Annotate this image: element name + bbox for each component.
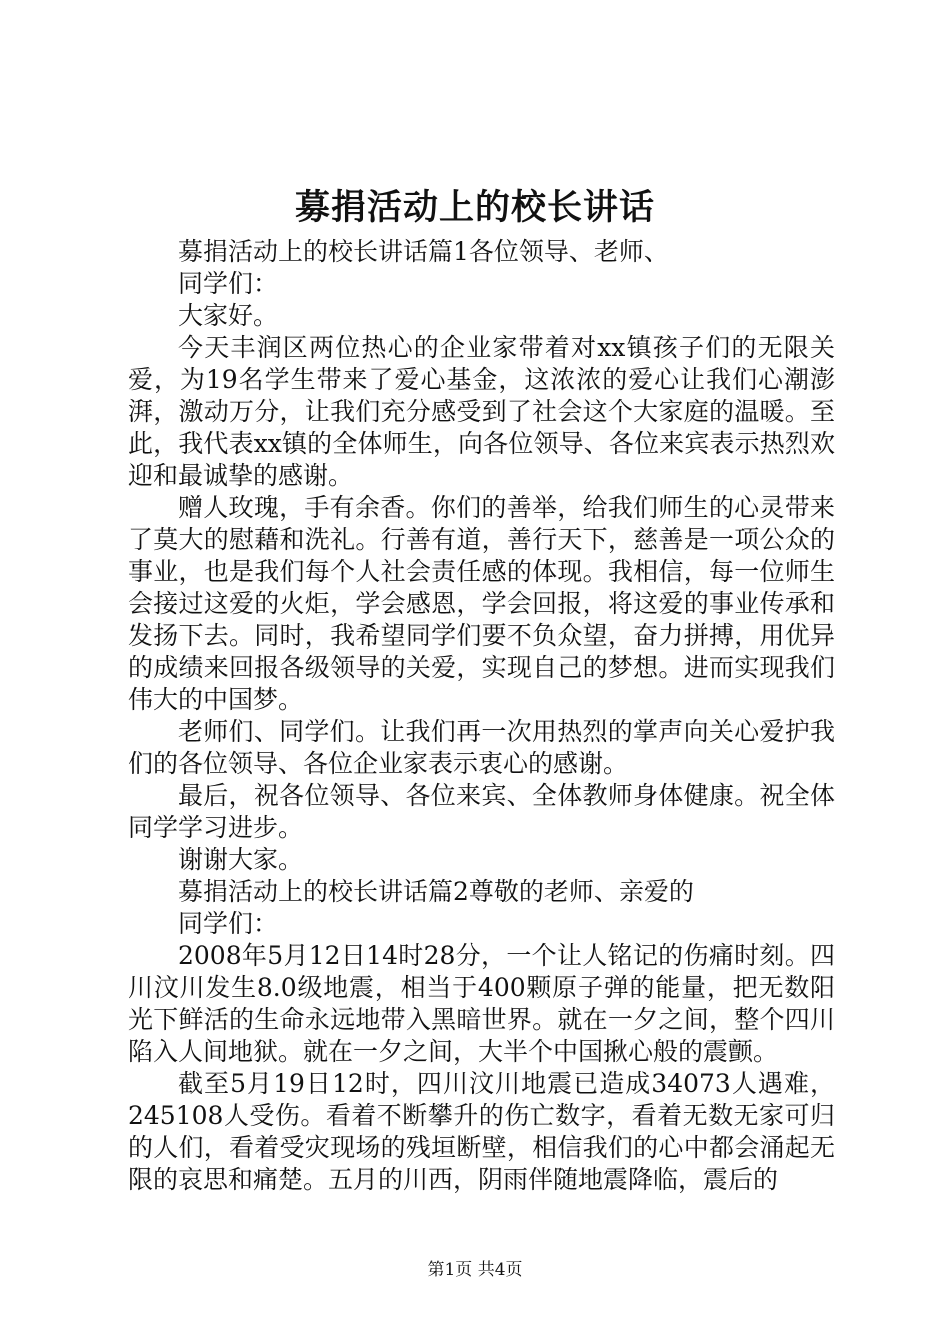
paragraph-7: 最后，祝各位领导、各位来宾、全体教师身体健康。祝全体同学学习进步。	[128, 781, 835, 842]
paragraph-9: 募捐活动上的校长讲话篇2尊敬的老师、亲爱的	[178, 877, 694, 906]
paragraph-2: 同学们：	[178, 269, 279, 298]
paragraph-6: 老师们、同学们。让我们再一次用热烈的掌声向关心爱护我们的各位领导、各位企业家表示衷心的感谢。	[128, 717, 835, 778]
paragraph-8: 谢谢大家。	[178, 845, 304, 874]
paragraph-4: 今天丰润区两位热心的企业家带着对xx镇孩子们的无限关爱，为19名学生带来了爱心基金，这浓浓的爱心让我们心潮澎湃，激动万分，让我们充分感受到了社会这个大家庭的温暖。至此，我代表xx镇的全体师生，向各位领导、各位来宾表示热烈欢迎和最诚挚的感谢。	[128, 333, 835, 490]
paragraph-10: 同学们：	[178, 909, 279, 938]
paragraph-11: 2008年5月12日14时28分，一个让人铭记的伤痛时刻。四川汶川发生8.0级地震，相当于400颗原子弹的能量，把无数阳光下鲜活的生命永远地带入黑暗世界。就在一夕之间，整个四川陷入人间地狱。就在一夕之间，大半个中国揪心般的震颤。	[128, 941, 835, 1066]
paragraph-5: 赠人玫瑰，手有余香。你们的善举，给我们师生的心灵带来了莫大的慰藉和洗礼。行善有道，善行天下，慈善是一项公众的事业，也是我们每个人社会责任感的体现。我相信，每一位师生会接过这爱的火炬，学会感恩，学会回报，将这爱的事业传承和发扬下去。同时，我希望同学们要不负众望，奋力拼搏，用优异的成绩来回报各级领导的关爱，实现自己的梦想。进而实现我们伟大的中国梦。	[128, 493, 835, 714]
paragraph-12: 截至5月19日12时，四川汶川地震已造成34073人遇难，245108人受伤。看着不断攀升的伤亡数字，看着无数无家可归的人们，看着受灾现场的残垣断壁，相信我们的心中都会涌起无限的哀思和痛楚。五月的川西，阴雨伴随地震降临，震后的	[128, 1069, 835, 1194]
paragraph-3: 大家好。	[178, 301, 279, 330]
page-title: 募捐活动上的校长讲话	[294, 187, 655, 228]
page-footer: 第1页 共4页	[427, 1260, 523, 1280]
paragraph-1: 募捐活动上的校长讲话篇1各位领导、老师、	[178, 237, 669, 266]
document-body	[128, 236, 835, 1196]
